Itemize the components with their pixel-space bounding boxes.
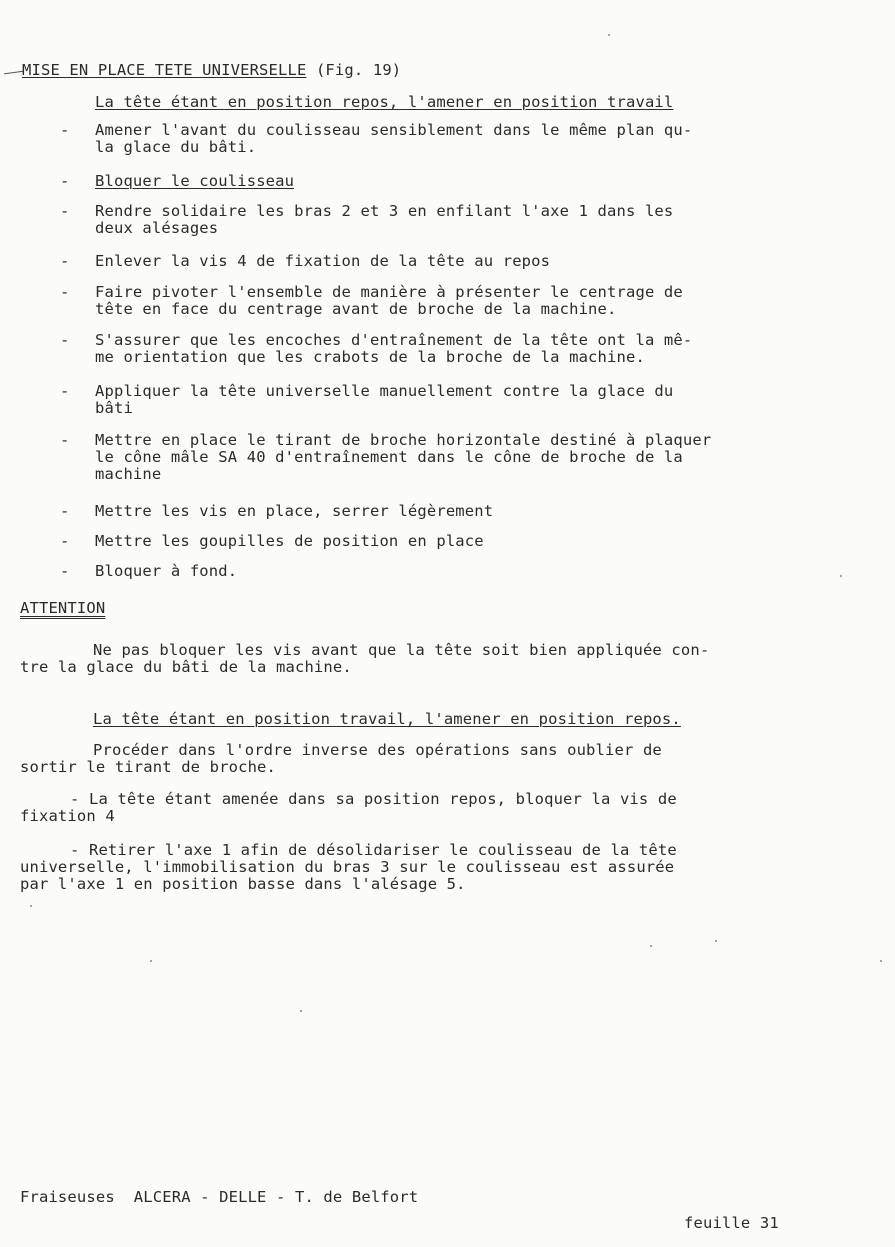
list-item-line: le cône mâle SA 40 d'entraînement dans le cône de broche de la	[95, 448, 683, 466]
paragraph-line: - Retirer l'axe 1 afin de désolidariser le coulisseau de la tête	[70, 841, 677, 859]
scan-speck	[608, 34, 610, 36]
paragraph-line: fixation 4	[20, 807, 115, 825]
list-item-line: Mettre en place le tirant de broche horizontale destiné à plaquer	[95, 431, 712, 449]
list-item-line: Mettre les goupilles de position en place	[95, 532, 484, 550]
section-title: MISE EN PLACE TETE UNIVERSELLE	[22, 61, 307, 79]
list-item	[95, 383, 870, 417]
scan-speck	[840, 575, 842, 577]
section-title-line	[22, 62, 401, 79]
list-item	[95, 284, 870, 318]
attention-line: tre la glace du bâti de la machine.	[20, 658, 352, 676]
list-item	[95, 503, 870, 520]
list-item-line: bâti	[95, 399, 133, 417]
margin-stroke	[4, 71, 24, 75]
paragraph-line: par l'axe 1 en position basse dans l'alésage 5.	[20, 875, 466, 893]
list-item-line: machine	[95, 465, 162, 483]
scan-speck	[880, 960, 882, 962]
list-item-line: me orientation que les crabots de la broche de la machine.	[95, 348, 645, 366]
attention-label: ATTENTION	[20, 599, 106, 617]
list-item-line: Amener l'avant du coulisseau sensiblement dans le même plan qu-	[95, 121, 693, 139]
list-item-line: Enlever la vis 4 de fixation de la tête au repos	[95, 252, 551, 270]
scan-speck	[715, 940, 717, 942]
list-dash: -	[60, 562, 70, 580]
list-dash: -	[60, 252, 70, 270]
list-item-line: Mettre les vis en place, serrer légèrement	[95, 502, 494, 520]
paragraph-line: Procéder dans l'ordre inverse des opérations sans oublier de	[93, 741, 662, 759]
list-item	[95, 563, 870, 580]
list-item-line: tête en face du centrage avant de broche de la machine.	[95, 300, 617, 318]
list-item-line: Appliquer la tête universelle manuellement contre la glace du	[95, 382, 674, 400]
attention-line: Ne pas bloquer les vis avant que la tête soit bien appliquée con-	[93, 641, 710, 659]
list-dash: -	[60, 121, 70, 139]
subtitle-repos-to-travail: La tête étant en position repos, l'amener en position travail	[95, 93, 674, 111]
list-item-line: la glace du bâti.	[95, 138, 257, 156]
list-dash: -	[60, 431, 70, 449]
footer-publisher: Fraiseuses ALCERA - DELLE - T. de Belfort	[20, 1188, 419, 1206]
list-dash: -	[60, 202, 70, 220]
list-item-line: Rendre solidaire les bras 2 et 3 en enfilant l'axe 1 dans les	[95, 202, 674, 220]
list-item-line: Bloquer à fond.	[95, 562, 238, 580]
list-item-line: deux alésages	[95, 219, 219, 237]
list-item-line: Faire pivoter l'ensemble de manière à présenter le centrage de	[95, 283, 683, 301]
scan-speck	[300, 1010, 302, 1012]
subtitle-travail-to-repos: La tête étant en position travail, l'amener en position repos.	[93, 710, 681, 728]
list-dash: -	[60, 331, 70, 349]
scan-speck	[30, 905, 32, 907]
list-item	[95, 173, 870, 190]
list-dash: -	[60, 283, 70, 301]
list-item	[95, 432, 870, 483]
scan-speck	[650, 945, 652, 947]
list-item-line: S'assurer que les encoches d'entraînement de la tête ont la mê-	[95, 331, 693, 349]
scan-speck	[150, 960, 152, 962]
list-item	[95, 253, 870, 270]
paragraph-line: universelle, l'immobilisation du bras 3 sur le coulisseau est assurée	[20, 858, 675, 876]
list-dash: -	[60, 172, 70, 190]
list-item	[95, 122, 870, 156]
page-number: feuille 31	[684, 1214, 779, 1232]
list-item	[95, 203, 870, 237]
list-item	[95, 533, 870, 550]
list-dash: -	[60, 532, 70, 550]
paragraph-line: - La tête étant amenée dans sa position repos, bloquer la vis de	[70, 790, 677, 808]
list-item	[95, 332, 870, 366]
paragraph-line: sortir le tirant de broche.	[20, 758, 277, 776]
list-dash: -	[60, 502, 70, 520]
list-item-line: Bloquer le coulisseau	[95, 172, 295, 190]
list-dash: -	[60, 382, 70, 400]
section-figure-ref: (Fig. 19)	[306, 61, 402, 79]
